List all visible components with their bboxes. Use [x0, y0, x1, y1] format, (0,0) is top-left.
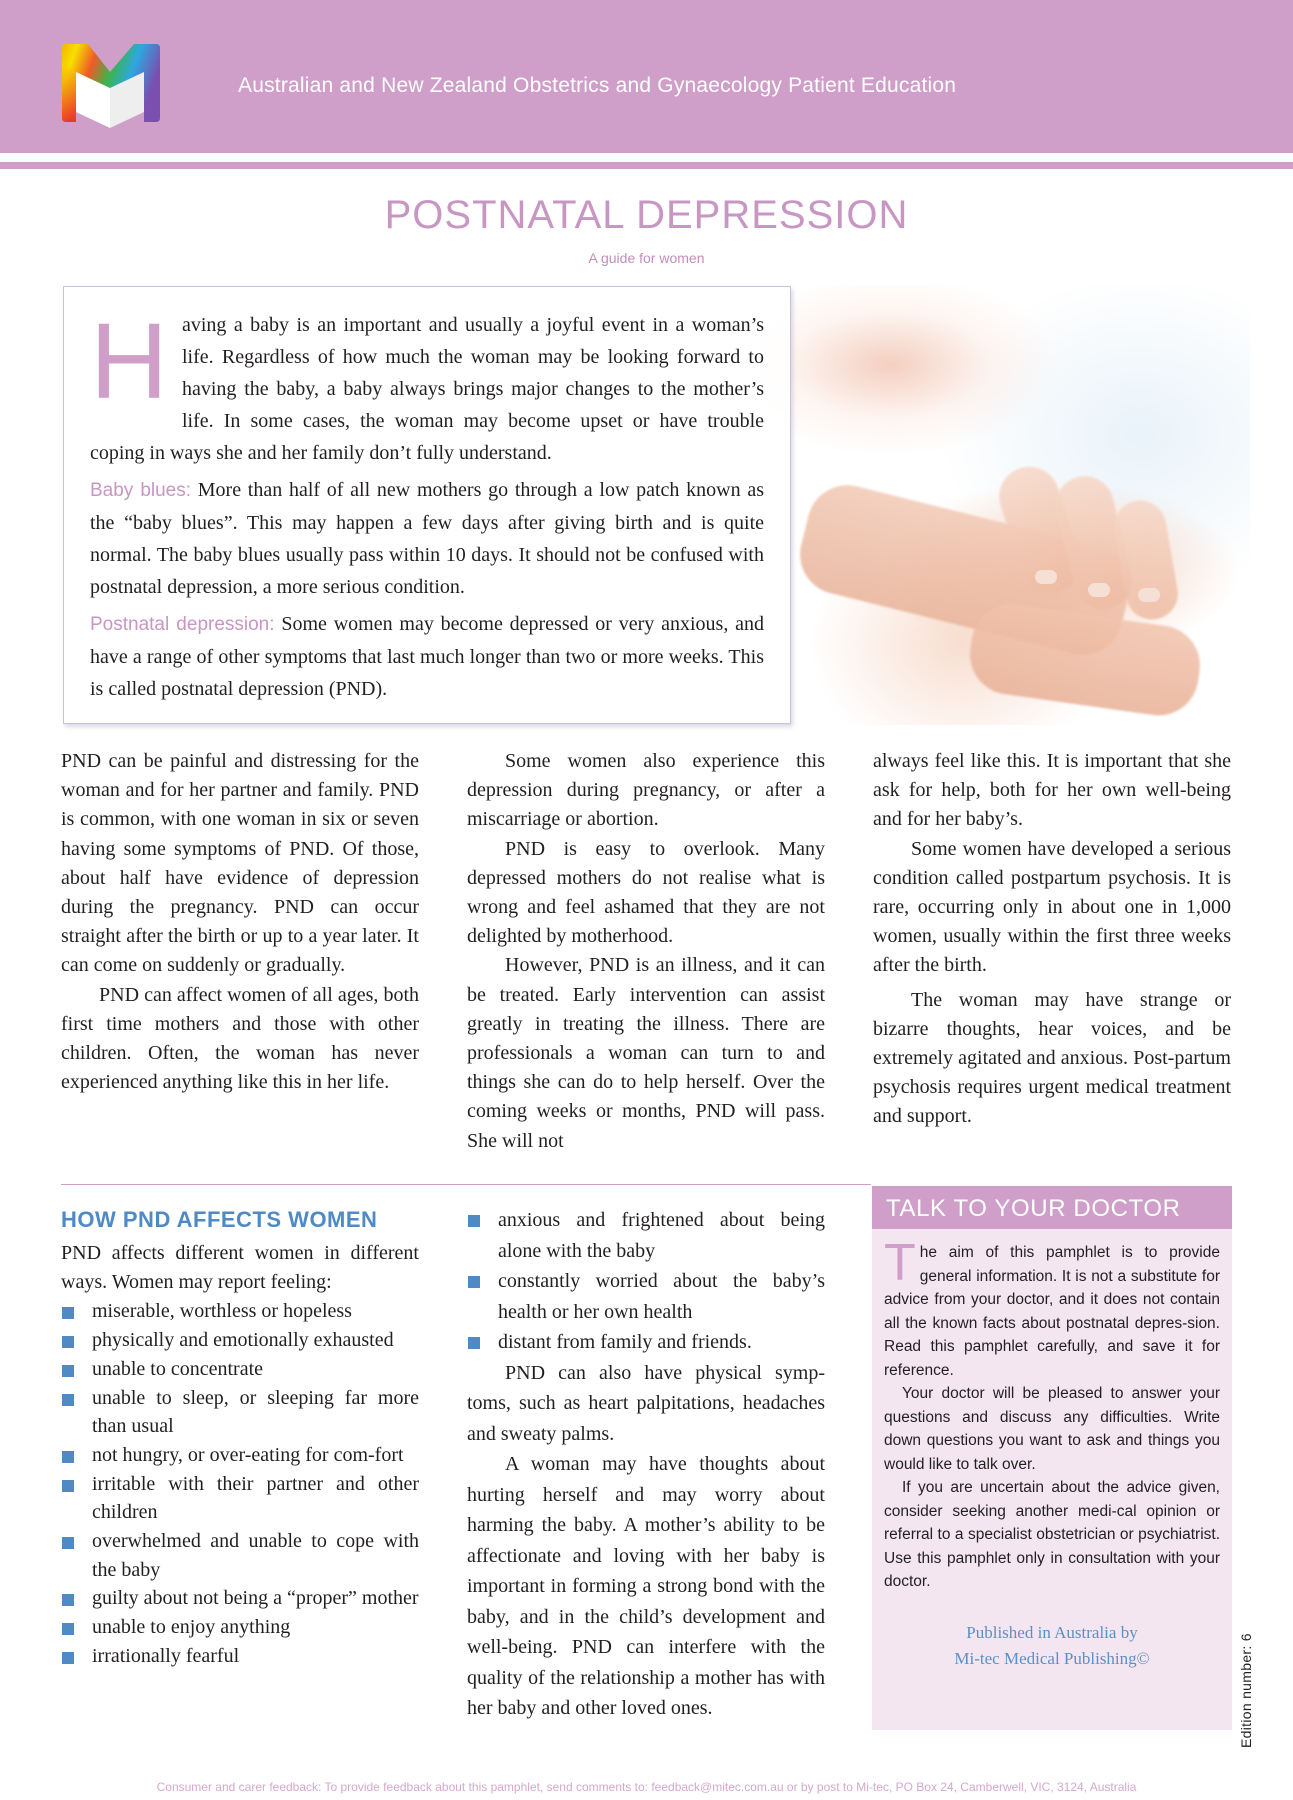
- intro-box: [63, 286, 791, 724]
- baby-palm-shape: [965, 599, 1205, 720]
- bullet-square-icon: [62, 1365, 74, 1377]
- dropcap-letter: H: [90, 300, 168, 421]
- paragraph: The aim of this pamphlet is to provide general information. It is not a substitute for advice from your doctor, and it does not contain all the known facts about postnatal depres-sion. Read this pamphlet carefully, and save it for reference.: [884, 1234, 1220, 1379]
- affects-intro: PND affects different women in different ways. Women may report feeling:: [61, 1242, 419, 1294]
- talk-to-doctor-box: [872, 1186, 1232, 1730]
- header-stripe: [0, 162, 1293, 169]
- pnd-text: Some women may become depressed or very anxious, and have a range of other symptoms that last much longer than two or more weeks. This is called postnatal depression (PND).: [90, 613, 765, 700]
- fingernail-shape: [1088, 583, 1110, 597]
- org-name: Australian and New Zealand Obstetrics and Gynaecology Patient Education: [238, 74, 957, 97]
- affects-column-1: [61, 1205, 419, 1671]
- bullet-square-icon: [468, 1215, 480, 1227]
- publisher-credit: [884, 1620, 1220, 1672]
- dropcap-letter: T: [884, 1234, 916, 1292]
- page-title: POSTNATAL DEPRESSION: [384, 193, 909, 237]
- list-item: irritable with their partner and other children: [61, 1470, 419, 1527]
- paragraph: always feel like this. It is important that she ask for help, both for her own well-being and for her baby’s.: [873, 750, 1231, 831]
- list-item: unable to sleep, or sleeping far more than usual: [61, 1384, 419, 1441]
- body-column-3: [873, 747, 1231, 1132]
- baby-blues-paragraph: [90, 474, 764, 603]
- paragraph: The woman may have strange or bizarre thoughts, hear voices, and be extremely agitated and anxious. Post-partum psychosis requires urgent medical treatment and support.: [873, 988, 1231, 1128]
- bullet-square-icon: [62, 1480, 74, 1492]
- edition-number: Edition number: 6: [1238, 1633, 1254, 1748]
- paragraph: Some women have developed a serious condition called postpartum psychosis. It is rare, occurring only in about one in 1,000 women, usually within the first three weeks after the birth.: [873, 837, 1231, 977]
- baby-blues-text: More than half of all new mothers go through a low patch known as the “baby blues”. This may happen a few days after giving birth and is quite normal. The baby blues usually pass within 10 days. It should not be confused with postnatal depression, a more serious condition.: [90, 479, 764, 598]
- paragraph: However, PND is an illness, and it can be treated. Early intervention can assist greatly in treating the illness. There are professionals a woman can turn to and things she can do to help herself. Over the coming weeks or months, PND will pass. She will not: [467, 954, 825, 1152]
- page-subtitle: A guide for women: [588, 250, 705, 266]
- feedback-footer: Consumer and carer feedback: To provide feedback about this pamphlet, send comments to: feedback@mitec.com.au or by post to Mi-tec, PO Box 24, Camberwell, VIC, 3124, Australia: [156, 1780, 1137, 1794]
- symptom-list-continued: [467, 1205, 825, 1358]
- list-item: distant from family and friends.: [467, 1327, 825, 1358]
- list-item: anxious and frightened about being alone with the baby: [467, 1205, 825, 1266]
- paragraph: Your doctor will be pleased to answer your questions and discuss any difficulties. Write down questions you want to ask and things you would like to talk over.: [884, 1385, 1220, 1473]
- list-item: physically and emotionally exhausted: [61, 1326, 419, 1355]
- body-column-2: [467, 747, 825, 1156]
- symptom-list: [61, 1297, 419, 1670]
- intro-paragraph: [90, 300, 764, 469]
- list-item: unable to enjoy anything: [61, 1613, 419, 1642]
- list-item: overwhelmed and unable to cope with the baby: [61, 1527, 419, 1584]
- pnd-label: Postnatal depression:: [90, 614, 275, 635]
- paragraph: PND can affect women of all ages, both first time mothers and those with other children. Often, the woman has never experienced anything like this in her life.: [61, 983, 419, 1094]
- baby-hand-photo: [760, 285, 1250, 725]
- fingernail-shape: [1138, 588, 1160, 602]
- intro-text: aving a baby is an important and usually a joyful event in a woman’s life. Regardless of how much the woman may be looking forward to having the baby, a baby always brings major changes to the mother’s life. In some cases, the woman may become upset or have trouble coping in ways she and her family don’t fully understand.: [90, 314, 764, 464]
- affects-column-2: [467, 1205, 825, 1724]
- list-item: unable to concentrate: [61, 1355, 419, 1384]
- baby-blues-label: Baby blues:: [90, 480, 192, 501]
- bullet-square-icon: [62, 1623, 74, 1635]
- paragraph: PND can be painful and distressing for the woman and for her partner and family. PND is common, with one woman in six or seven having some symptoms of PND. Of those, about half have evidence of depression during the pregnancy. PND can occur straight after the birth or up to a year later. It can come on suddenly or gradually.: [61, 750, 419, 977]
- publisher-line-2: Mi-tec Medical Publishing©: [954, 1648, 1150, 1668]
- bullet-square-icon: [62, 1336, 74, 1348]
- bullet-square-icon: [62, 1652, 74, 1664]
- bullet-square-icon: [62, 1537, 74, 1549]
- list-item: miserable, worthless or hopeless: [61, 1297, 419, 1326]
- talk-to-doctor-heading: TALK TO YOUR DOCTOR: [872, 1186, 1232, 1229]
- bullet-square-icon: [62, 1307, 74, 1319]
- list-item: guilty about not being a “proper” mother: [61, 1584, 419, 1613]
- publisher-line-1: Published in Australia by: [966, 1622, 1138, 1642]
- pnd-definition-paragraph: [90, 608, 764, 705]
- body-column-1: [61, 747, 419, 1097]
- talk-to-doctor-body: [872, 1229, 1232, 1672]
- list-item: constantly worried about the baby’s health or her own health: [467, 1266, 825, 1327]
- mitec-book-logo-icon: [60, 44, 162, 128]
- fingernail-shape: [1035, 570, 1057, 584]
- bullet-square-icon: [62, 1451, 74, 1463]
- paragraph: Some women also experience this depression during pregnancy, or after a miscarriage or abortion.: [467, 750, 825, 831]
- list-item: irrationally fearful: [61, 1642, 419, 1671]
- section-divider: [61, 1184, 871, 1185]
- bullet-square-icon: [62, 1594, 74, 1606]
- paragraph-physical-symptoms: PND can also have physical symp-toms, such as heart palpitations, headaches and sweaty palms.: [467, 1361, 825, 1445]
- paragraph-thoughts: A woman may have thoughts about hurting herself and may worry about harming the baby. A mother’s ability to be affectionate and loving with her baby is important in forming a strong bond with the baby, and in the child’s development and well-being. PND can interfere with the quality of the relationship a mother has with her baby and other loved ones.: [467, 1453, 825, 1719]
- bullet-square-icon: [468, 1337, 480, 1349]
- list-item: not hungry, or over-eating for com-fort: [61, 1441, 419, 1470]
- section-heading-affects: HOW PND AFFECTS WOMEN: [61, 1207, 378, 1232]
- bullet-square-icon: [62, 1394, 74, 1406]
- paragraph: PND is easy to overlook. Many depressed mothers do not realise what is wrong and feel ashamed that they are not delighted by motherhood.: [467, 837, 825, 948]
- bullet-square-icon: [468, 1276, 480, 1288]
- paragraph: If you are uncertain about the advice given, consider seeking another medi-cal opinion or referral to a specialist obstetrician or psychiatrist. Use this pamphlet only in consultation with your doctor.: [884, 1479, 1220, 1590]
